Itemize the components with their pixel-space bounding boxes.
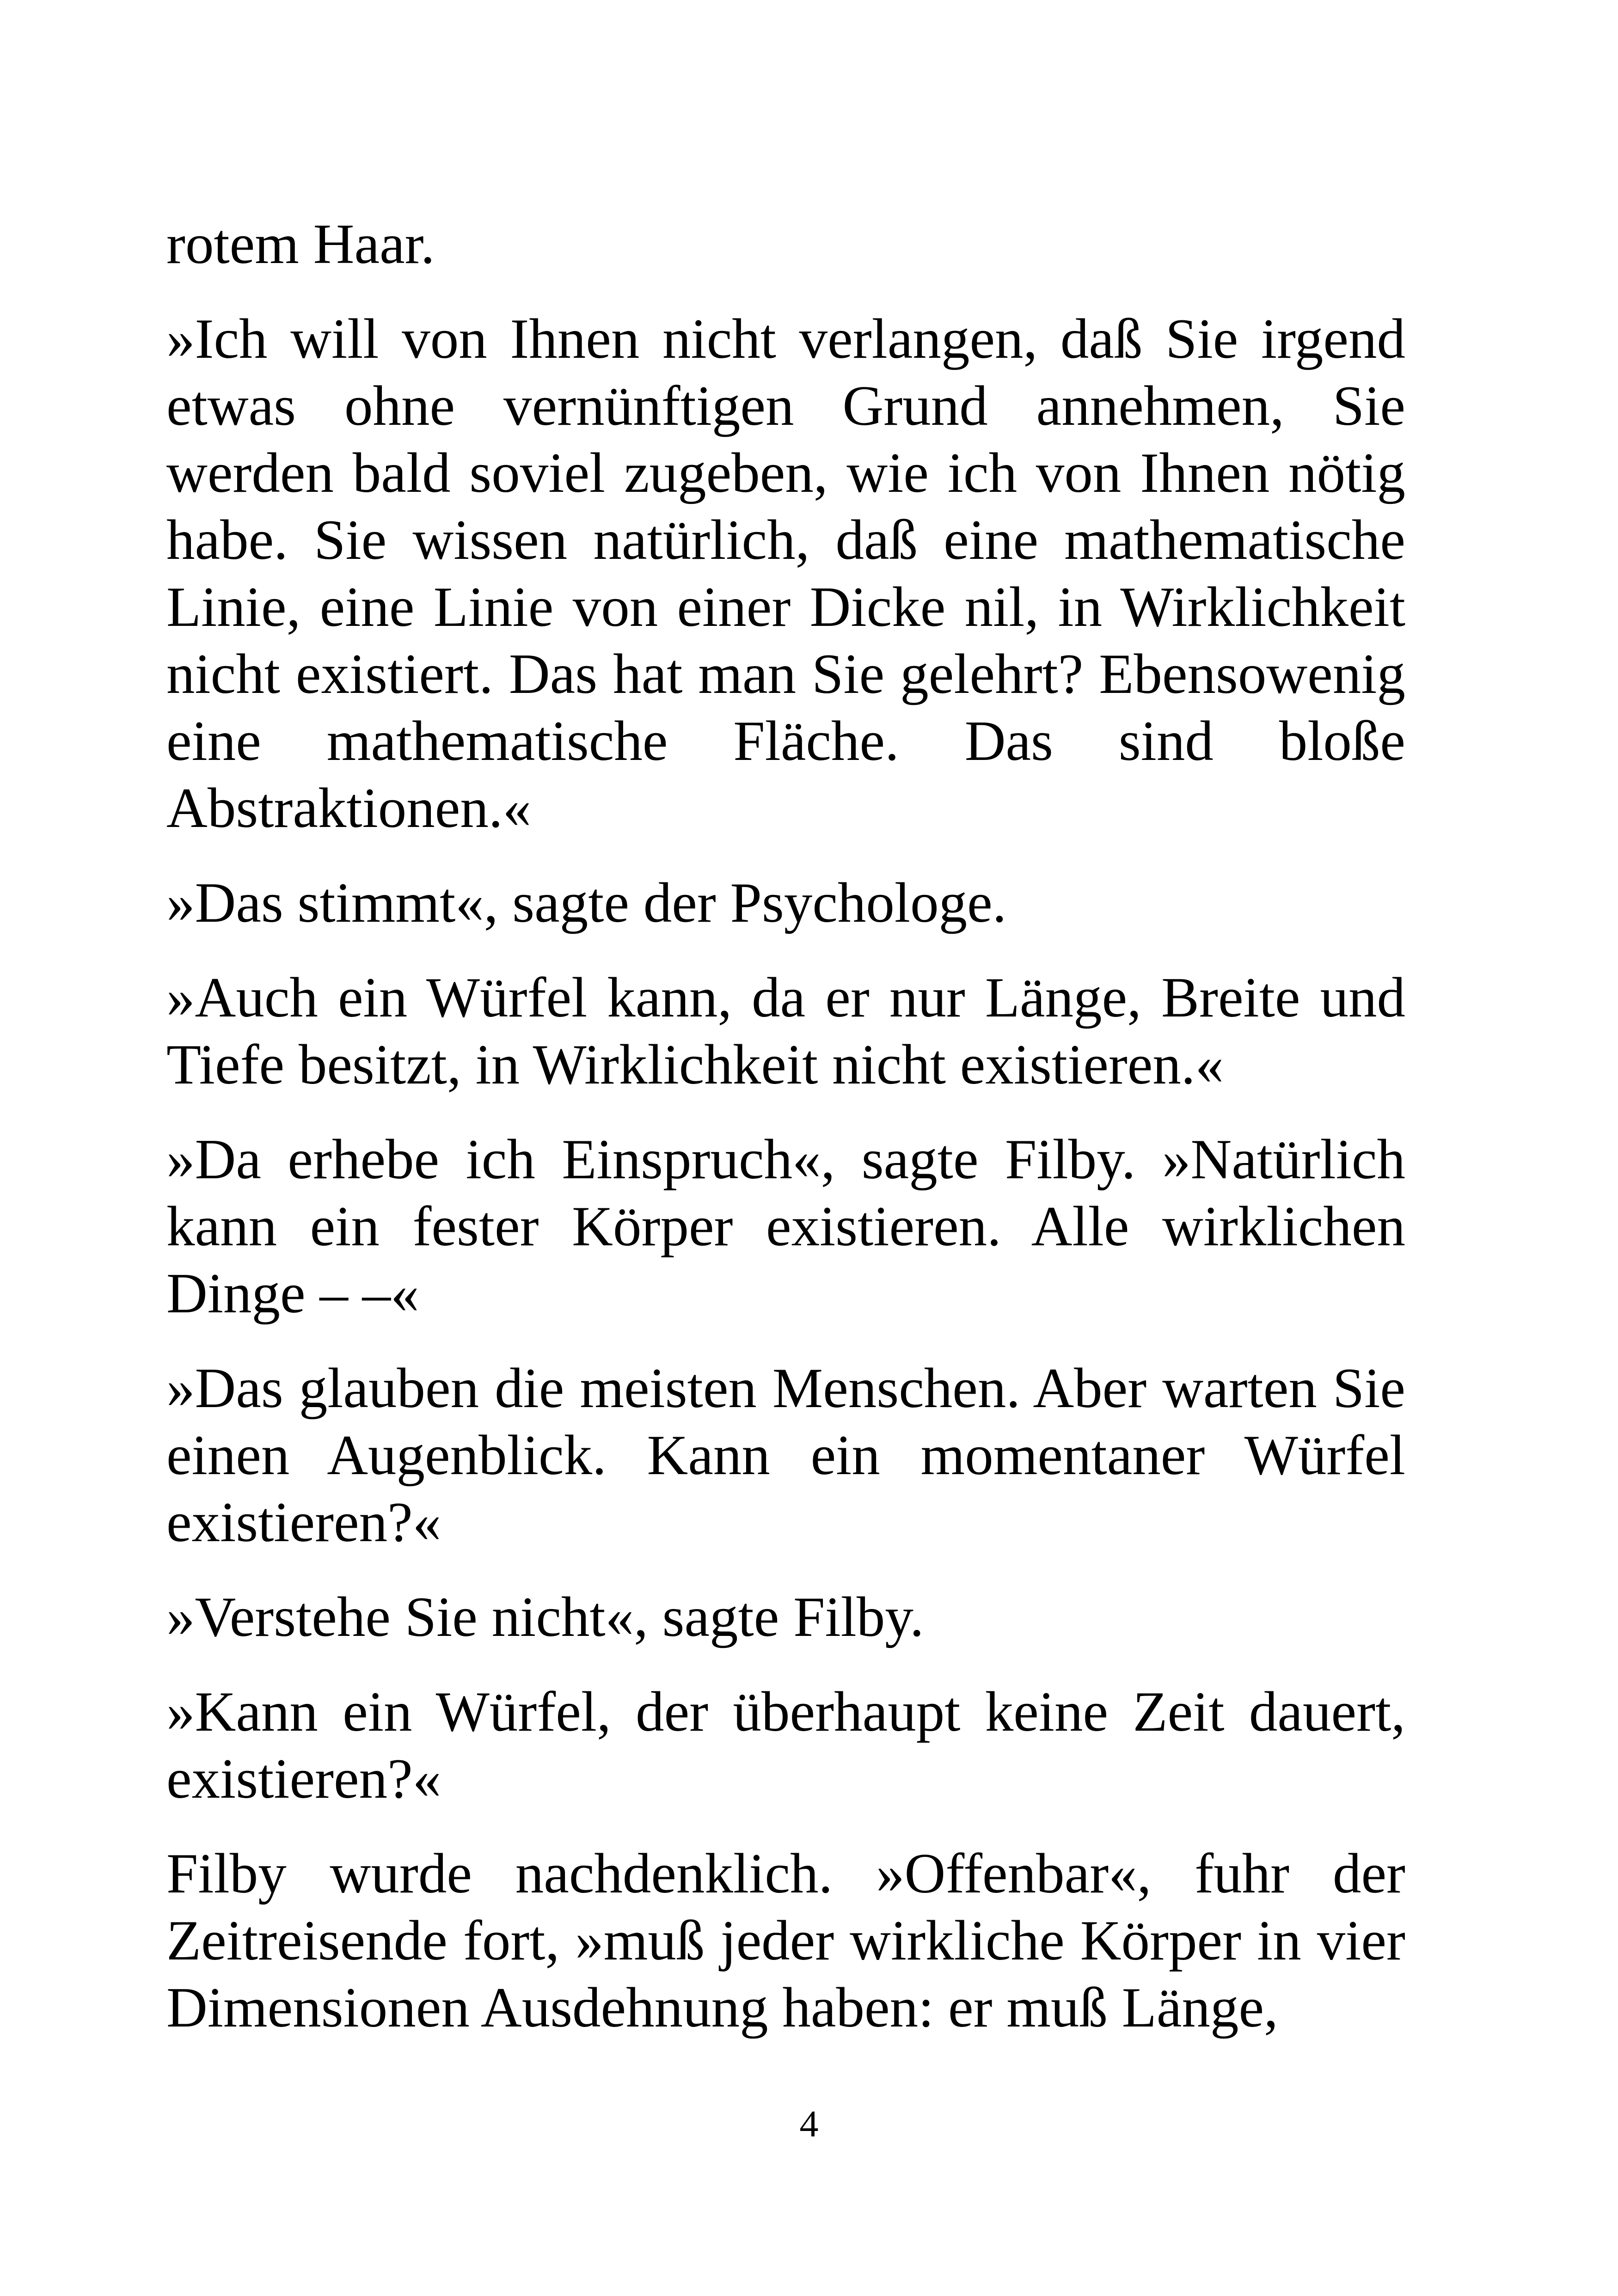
paragraph: »Das stimmt«, sagte der Psychologe. — [166, 871, 1007, 934]
paragraph: Filby wurde nachdenklich. »Offenbar«, fuhr der Zeitreisende fort, »muß jeder wirkliche Körper in vier Dimensionen Ausdehnung haben: er muß Länge, — [166, 1842, 1405, 2039]
paragraph: »Auch ein Würfel kann, da er nur Länge, Breite und Tiefe besitzt, in Wirklichkeit nicht existieren.« — [166, 966, 1405, 1096]
paragraph: rotem Haar. — [166, 212, 435, 276]
paragraph: »Verstehe Sie nicht«, sagte Filby. — [166, 1585, 924, 1648]
paragraph: »Ich will von Ihnen nicht verlangen, daß Sie irgend etwas ohne vernünftigen Grund annehmen, Sie werden bald soviel zugeben, wie ich von Ihnen nötig habe. Sie wissen natürlich, daß eine mathematische Linie, eine Linie von einer Dicke nil, in Wirklichkeit nicht existiert. Das hat man Sie gelehrt? Ebensowenig eine mathematische Fläche. Das sind bloße Abstraktionen.« — [166, 307, 1405, 839]
page-number: 4 — [799, 2103, 819, 2145]
paragraph: »Da erhebe ich Einspruch«, sagte Filby. »Natürlich kann ein fester Körper existieren. Alle wirklichen Dinge – –« — [166, 1127, 1405, 1325]
paragraph: »Kann ein Würfel, der überhaupt keine Zeit dauert, existieren?« — [166, 1680, 1405, 1810]
body-text — [166, 210, 1405, 2041]
paragraph: »Das glauben die meisten Menschen. Aber warten Sie einen Augenblick. Kann ein momentaner Würfel existieren?« — [166, 1356, 1405, 1554]
